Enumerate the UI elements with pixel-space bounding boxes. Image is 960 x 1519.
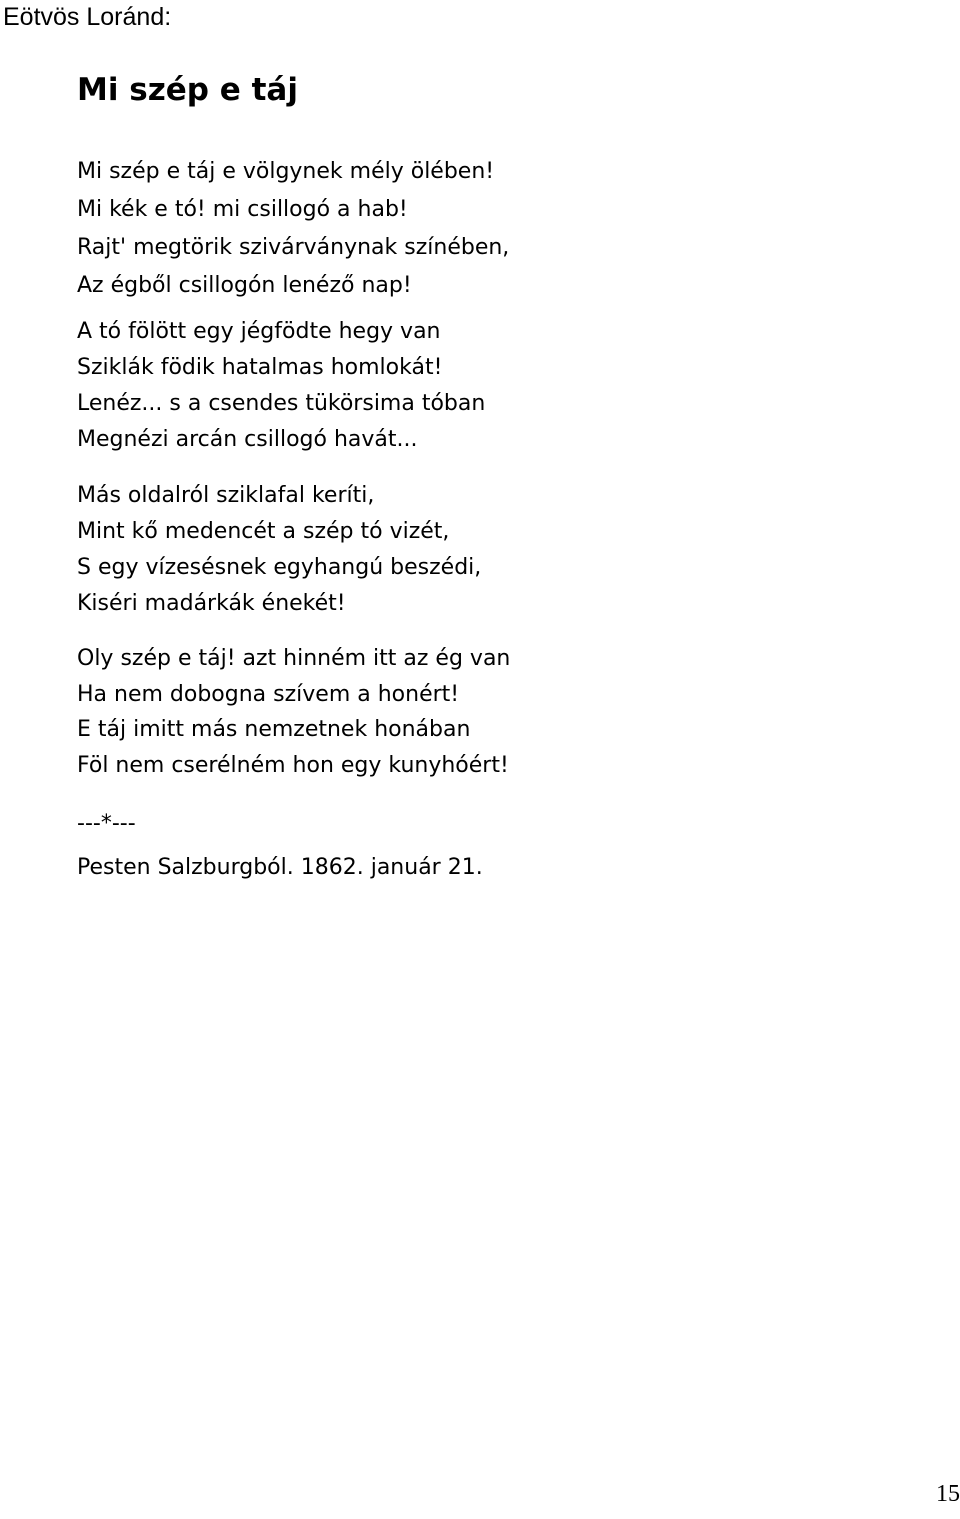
section-separator: ---*--- <box>77 811 136 836</box>
poem-line: Rajt' megtörik szivárványnak színében, <box>77 235 510 260</box>
poem-line: A tó fölött egy jégfödte hegy van <box>77 319 441 344</box>
page-number: 15 <box>936 1481 960 1507</box>
poem-line: Kiséri madárkák énekét! <box>77 591 346 616</box>
poem-line: Föl nem cserélném hon egy kunyhóért! <box>77 752 509 778</box>
place-date-line: Pesten Salzburgból. 1862. január 21. <box>77 855 483 880</box>
poem-line: Megnézi arcán csillogó havát... <box>77 427 418 452</box>
poem-line: Mi szép e táj e völgynek mély ölében! <box>77 159 495 184</box>
poem-line: Mi kék e tó! mi csillogó a hab! <box>77 197 408 222</box>
stanza-4 <box>77 641 510 783</box>
poem-line: S egy vízesésnek egyhangú beszédi, <box>77 555 482 580</box>
poem-line: Sziklák födik hatalmas homlokát! <box>77 355 443 380</box>
poem-line: Ha nem dobogna szívem a honért! <box>77 681 460 707</box>
poem-line: Más oldalról sziklafal keríti, <box>77 483 375 508</box>
poem-line: Az égből csillogón lenéző nap! <box>77 273 412 298</box>
poem-line: Mint kő medencét a szép tó vizét, <box>77 519 450 544</box>
poem-line: Oly szép e táj! azt hinném itt az ég van <box>77 646 511 671</box>
header-author: Eötvös Loránd: <box>3 3 172 31</box>
poem-line: Lenéz... s a csendes tükörsima tóban <box>77 391 486 416</box>
stanza-3 <box>77 478 481 622</box>
stanza-1 <box>77 153 509 305</box>
poem-line: E táj imitt más nemzetnek honában <box>77 717 471 742</box>
poem-title: Mi szép e táj <box>77 72 298 108</box>
stanza-2 <box>77 314 485 458</box>
